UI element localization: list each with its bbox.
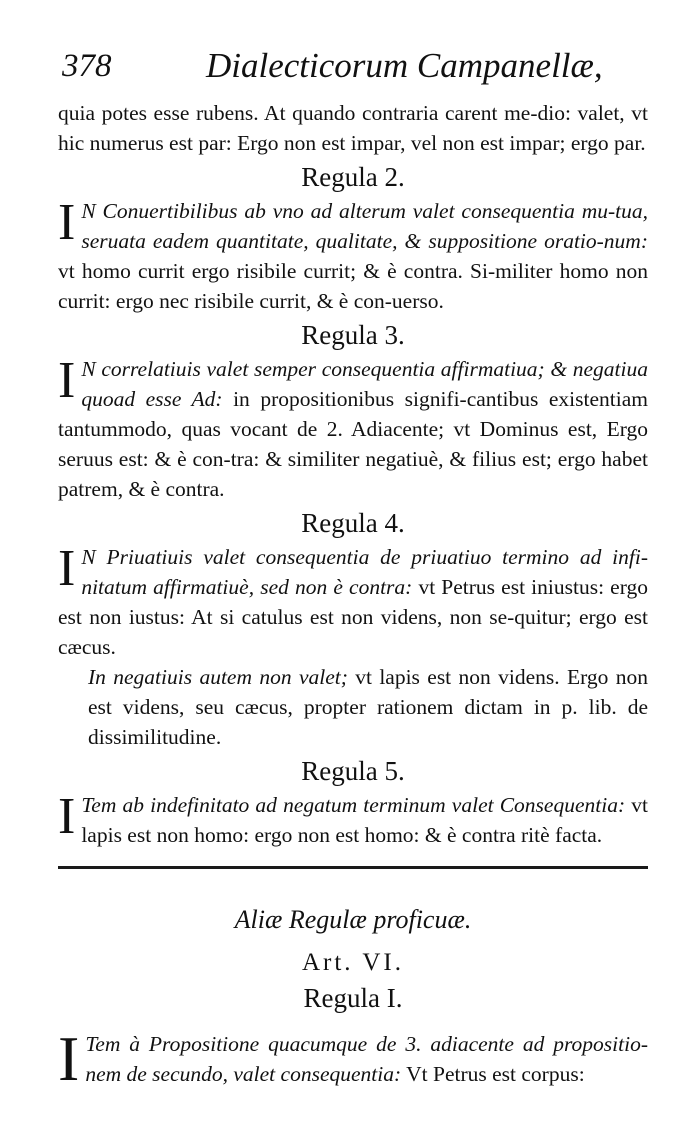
rule-2-heading: Regula 2. bbox=[301, 162, 405, 192]
rule-3-dropcap: I bbox=[58, 352, 76, 409]
rule-1-dropcap: I bbox=[58, 1023, 80, 1094]
rule-5-dropcap: I bbox=[58, 788, 76, 845]
rule-4-heading: Regula 4. bbox=[301, 508, 405, 538]
rule-4-extra-italic: In negatiuis autem non valet; bbox=[88, 665, 348, 689]
opening-paragraph: quia potes esse rubens. At quando contraria carent me-dio: valet, vt hic numerus est par: Ergo non est impar, vel non est impar; ergo par. bbox=[58, 101, 648, 155]
rule-4-extra-roman: vt lapis est non videns. Ergo non est videns, seu cæcus, propter rationem dictam in p. lib. de dissimilitudine. bbox=[88, 665, 648, 749]
rule-3-roman-text: in propositionibus signifi-cantibus existentiam tantummodo, quas vocant de 2. Adiacente; vt Dominus est, Ergo seruus est: & è con-tra: & similiter negatiuè, & filius est; ergo habet patrem, & è contra. bbox=[58, 387, 648, 501]
rule-1-heading: Regula I. bbox=[303, 983, 403, 1013]
rule-1-paragraph bbox=[58, 1023, 648, 1094]
rule-3-paragraph bbox=[58, 354, 648, 504]
book-page bbox=[58, 40, 648, 1094]
section-divider bbox=[58, 866, 648, 869]
rule-2-roman-text: vt homo currit ergo risibile currit; & è contra. Si-militer homo non currit: ergo nec risibile currit, & è con-uerso. bbox=[58, 259, 648, 313]
rule-5-paragraph bbox=[58, 790, 648, 850]
rule-4-extra-paragraph bbox=[58, 662, 648, 752]
rule-2-italic-text: N Conuertibilibus ab vno ad alterum valet consequentia mu-tua, seruata eadem quantitate, qualitate, & suppositione oratio-num: bbox=[81, 199, 648, 253]
running-head: Dialecticorum Campanellæ, bbox=[206, 46, 603, 85]
rule-1-roman-text: Vt Petrus est corpus: bbox=[401, 1062, 585, 1086]
rule-3-italic-text: N correlatiuis valet semper consequentia affirmatiua; & negatiua quoad esse Ad: bbox=[81, 357, 648, 411]
rule-4-dropcap: I bbox=[58, 540, 76, 597]
section-title: Aliæ Regulæ proficuæ. bbox=[234, 905, 472, 934]
rule-2-paragraph bbox=[58, 196, 648, 316]
article-label: Art. VI. bbox=[301, 949, 404, 976]
rule-1-italic-text: Tem à Propositione quacumque de 3. adiacente ad propositio-nem de secundo, valet consequentia: bbox=[85, 1032, 648, 1086]
rule-4-roman-text: vt Petrus est iniustus: ergo est non iustus: At si catulus est non videns, non se-quitur; ergo est cæcus. bbox=[58, 575, 648, 659]
rule-5-roman-text: vt lapis est non homo: ergo non est homo: & è contra ritè facta. bbox=[81, 793, 648, 847]
rule-2-dropcap: I bbox=[58, 194, 76, 251]
rule-4-italic-text: N Priuatiuis valet consequentia de priuatiuo termino ad infi-nitatum affirmatiuè, sed non è contra: bbox=[81, 545, 648, 599]
rule-4-paragraph bbox=[58, 542, 648, 662]
rule-3-heading: Regula 3. bbox=[301, 320, 405, 350]
rule-5-italic-text: Tem ab indefinitato ad negatum terminum valet Consequentia: bbox=[81, 793, 626, 817]
page-header bbox=[58, 40, 648, 98]
rule-5-heading: Regula 5. bbox=[301, 756, 405, 786]
page-number: 378 bbox=[62, 48, 112, 84]
